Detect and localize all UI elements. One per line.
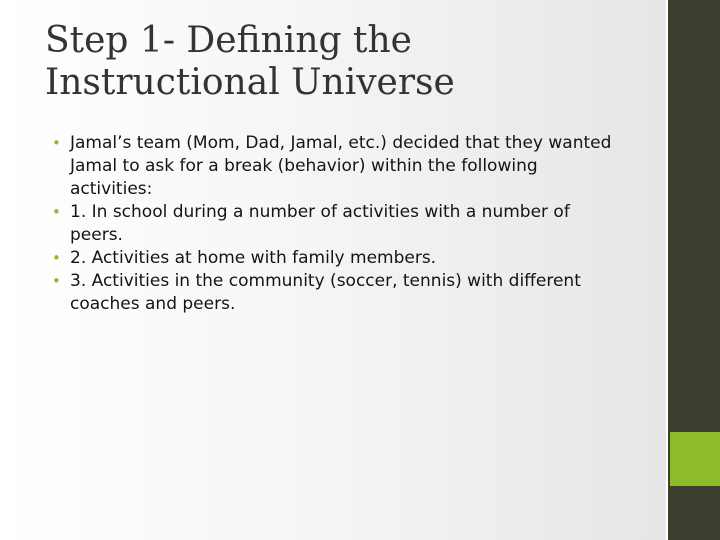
slide-title-line-1: Step 1- Defining the xyxy=(45,20,412,61)
slide-title-line-2: Instructional Universe xyxy=(45,62,455,103)
slide-title xyxy=(45,20,645,104)
sidebar-divider xyxy=(666,0,668,540)
bullet-text: 1. In school during a number of activities with a number of peers. xyxy=(70,202,570,245)
bullet-icon: • xyxy=(52,203,61,221)
accent-block xyxy=(670,432,720,486)
bullet-list xyxy=(52,132,618,316)
bullet-text: 3. Activities in the community (soccer, tennis) with different coaches and peers. xyxy=(70,271,581,314)
bullet-item xyxy=(52,247,618,270)
bullet-item xyxy=(52,270,618,316)
bullet-icon: • xyxy=(52,249,61,267)
bullet-icon: • xyxy=(52,272,61,290)
bullet-icon: • xyxy=(52,134,61,152)
bullet-item xyxy=(52,201,618,247)
bullet-text: Jamal’s team (Mom, Dad, Jamal, etc.) decided that they wanted Jamal to ask for a break (behavior) within the following activities: xyxy=(70,133,612,199)
bullet-text: 2. Activities at home with family members. xyxy=(70,248,437,268)
bullet-item xyxy=(52,132,618,201)
